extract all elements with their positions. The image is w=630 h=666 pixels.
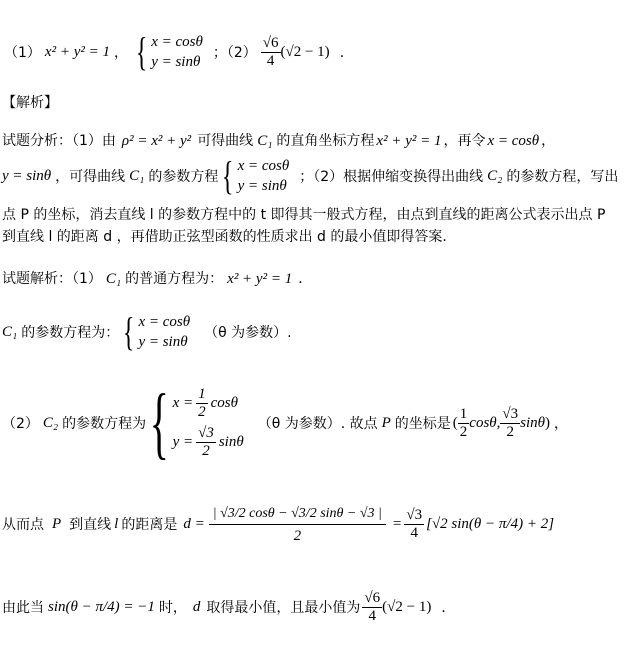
answer-fraction xyxy=(261,36,281,69)
brace-icon: { xyxy=(222,153,234,198)
fraction xyxy=(458,407,470,440)
answer-param-system xyxy=(151,32,203,72)
fraction xyxy=(404,508,424,541)
param-x xyxy=(173,387,244,420)
coord-close: ) xyxy=(545,414,551,431)
solution-text: 的坐标是 xyxy=(394,416,451,432)
brace-icon: { xyxy=(135,29,148,74)
solution-text: 由此当 xyxy=(2,600,44,616)
analysis-text: 的参数方程 xyxy=(148,169,219,185)
fraction xyxy=(500,407,520,440)
solution-text: 时， xyxy=(158,600,187,616)
solution-text: ． xyxy=(298,271,313,287)
curve-c1: C₁ xyxy=(2,323,18,340)
distance-d: d xyxy=(192,598,201,615)
analysis-eq: y = sinθ xyxy=(2,167,52,184)
fraction-denominator: 2 xyxy=(459,423,468,440)
fraction-numerator: √3 xyxy=(198,425,214,441)
analysis-eq: x² + y² = 1 xyxy=(376,133,442,149)
curve-c2: C₂ xyxy=(487,167,503,184)
brace-icon: { xyxy=(123,309,135,354)
solution-line-1 xyxy=(2,268,312,288)
analysis-text: 试题分析：（1）由 xyxy=(2,133,116,149)
analysis-line-1 xyxy=(2,130,555,150)
fraction-numerator: 1 xyxy=(198,386,206,402)
analysis-text: 可得曲线 xyxy=(197,133,254,149)
fraction-numerator: √6 xyxy=(364,589,381,606)
solution-text: 试题解析：（1） xyxy=(2,271,102,287)
solution-eq: x² + y² = 1 xyxy=(227,271,293,287)
param-x-rhs: cosθ xyxy=(210,395,238,411)
answer-end: ． xyxy=(339,45,354,61)
solution-text: 取得最小值，且最小值为 xyxy=(206,600,361,616)
c2-param-system xyxy=(173,387,244,459)
param-y xyxy=(173,426,244,459)
distance-result: [√2 sin(θ − π/4) + 2] xyxy=(426,515,555,532)
analysis-line-3: 点 P 的坐标，消去直线 l 的参数方程中的 t 即得其一般式方程，由点到直线的距离公式表示出点 P xyxy=(2,207,606,223)
analysis-eq: x = cosθ xyxy=(487,133,540,149)
curve-c1: C₁ xyxy=(257,133,273,149)
answer-sep: ， xyxy=(113,45,128,61)
solution-text: （2） xyxy=(2,416,39,432)
fraction-numerator: √6 xyxy=(262,34,279,51)
analysis-text: 的参数方程，写出 xyxy=(506,169,619,185)
solution-text: ， xyxy=(554,416,569,432)
fraction-denominator: 2 xyxy=(202,443,210,459)
fraction xyxy=(196,387,208,420)
solution-line-2 xyxy=(2,310,292,354)
answer-tail: (√2 − 1) xyxy=(382,598,432,615)
fraction-numerator: | √3/2 cosθ − √3/2 sinθ − √3 | xyxy=(209,505,386,525)
point-p: P xyxy=(52,515,62,532)
solution-eq: sin(θ − π/4) = −1 xyxy=(48,598,155,615)
fraction xyxy=(362,591,382,624)
answer-line xyxy=(4,30,354,74)
analysis-param-system xyxy=(238,156,290,196)
analysis-line-2 xyxy=(2,154,618,198)
fraction-denominator: 4 xyxy=(368,607,377,624)
line-l: l xyxy=(114,515,119,532)
solution-text: 的参数方程为： xyxy=(21,325,120,341)
solution-text: 的普通方程为： xyxy=(125,271,224,287)
brace-icon: { xyxy=(149,379,169,467)
coord-y: sinθ xyxy=(520,414,546,431)
solution-line-3 xyxy=(2,380,568,466)
answer-circle-eq: x² + y² = 1 xyxy=(44,43,110,60)
analysis-line-4: 到直线 l 的距离 d ，再借助正弦型函数的性质求出 d 的最小值即得答案． xyxy=(2,229,457,245)
coord-open: ( xyxy=(452,414,458,431)
curve-c1: C₁ xyxy=(105,271,122,287)
distance-fraction xyxy=(209,505,386,544)
solution-line-4 xyxy=(2,494,554,554)
solution-text: 的距离是 xyxy=(121,517,178,533)
solution-text: （θ 为参数）. 故点 xyxy=(257,416,378,432)
solution-param-system xyxy=(138,312,190,352)
analysis-eq: ρ² = x² + y² xyxy=(121,133,192,149)
param-y-rhs: sinθ xyxy=(218,434,244,450)
fraction-denominator: 4 xyxy=(266,52,275,69)
answer-label-1: （1） xyxy=(4,45,41,61)
solution-text: 从而点 xyxy=(2,517,44,533)
coord-x: cosθ, xyxy=(469,414,501,431)
fraction-denominator: 2 xyxy=(293,527,302,544)
param-y: y = sinθ xyxy=(138,334,188,350)
solution-text: ． xyxy=(441,600,456,616)
fraction-denominator: 4 xyxy=(410,524,418,541)
param-y-lhs: y = xyxy=(172,434,194,450)
param-y: y = sinθ xyxy=(237,178,287,194)
answer-label-2: ；（2） xyxy=(212,45,257,61)
curve-c2: C₂ xyxy=(42,414,59,431)
solution-text: 的参数方程为 xyxy=(62,416,147,432)
fraction-numerator: 1 xyxy=(459,405,468,422)
fraction xyxy=(196,426,216,459)
answer-tail: (√2 − 1) xyxy=(280,43,330,60)
param-x: x = cosθ xyxy=(237,158,290,174)
param-y: y = sinθ xyxy=(151,54,201,70)
fraction-denominator: 2 xyxy=(198,404,206,420)
fraction-numerator: √3 xyxy=(406,506,423,523)
analysis-text: 的直角坐标方程 xyxy=(276,133,375,149)
section-heading: 【解析】 xyxy=(2,95,58,111)
param-x: x = cosθ xyxy=(151,34,203,50)
analysis-text: ，可得曲线 xyxy=(55,169,126,185)
solution-text: （θ 为参数）. xyxy=(204,325,292,341)
param-x: x = cosθ xyxy=(138,314,191,330)
point-p: P xyxy=(381,414,391,431)
analysis-text: ；（2）根据伸缩变换得出曲线 xyxy=(299,169,484,185)
fraction-numerator: √3 xyxy=(502,405,519,422)
solution-line-5 xyxy=(2,584,455,630)
param-x-lhs: x = xyxy=(172,395,194,411)
analysis-text: ，再令 xyxy=(443,133,486,149)
equals: = xyxy=(392,515,402,532)
analysis-text: ， xyxy=(541,133,556,149)
solution-eq: d = xyxy=(183,515,205,532)
fraction-denominator: 2 xyxy=(506,423,515,440)
curve-c1: C₁ xyxy=(129,167,145,184)
solution-text: 到直线 xyxy=(69,517,112,533)
